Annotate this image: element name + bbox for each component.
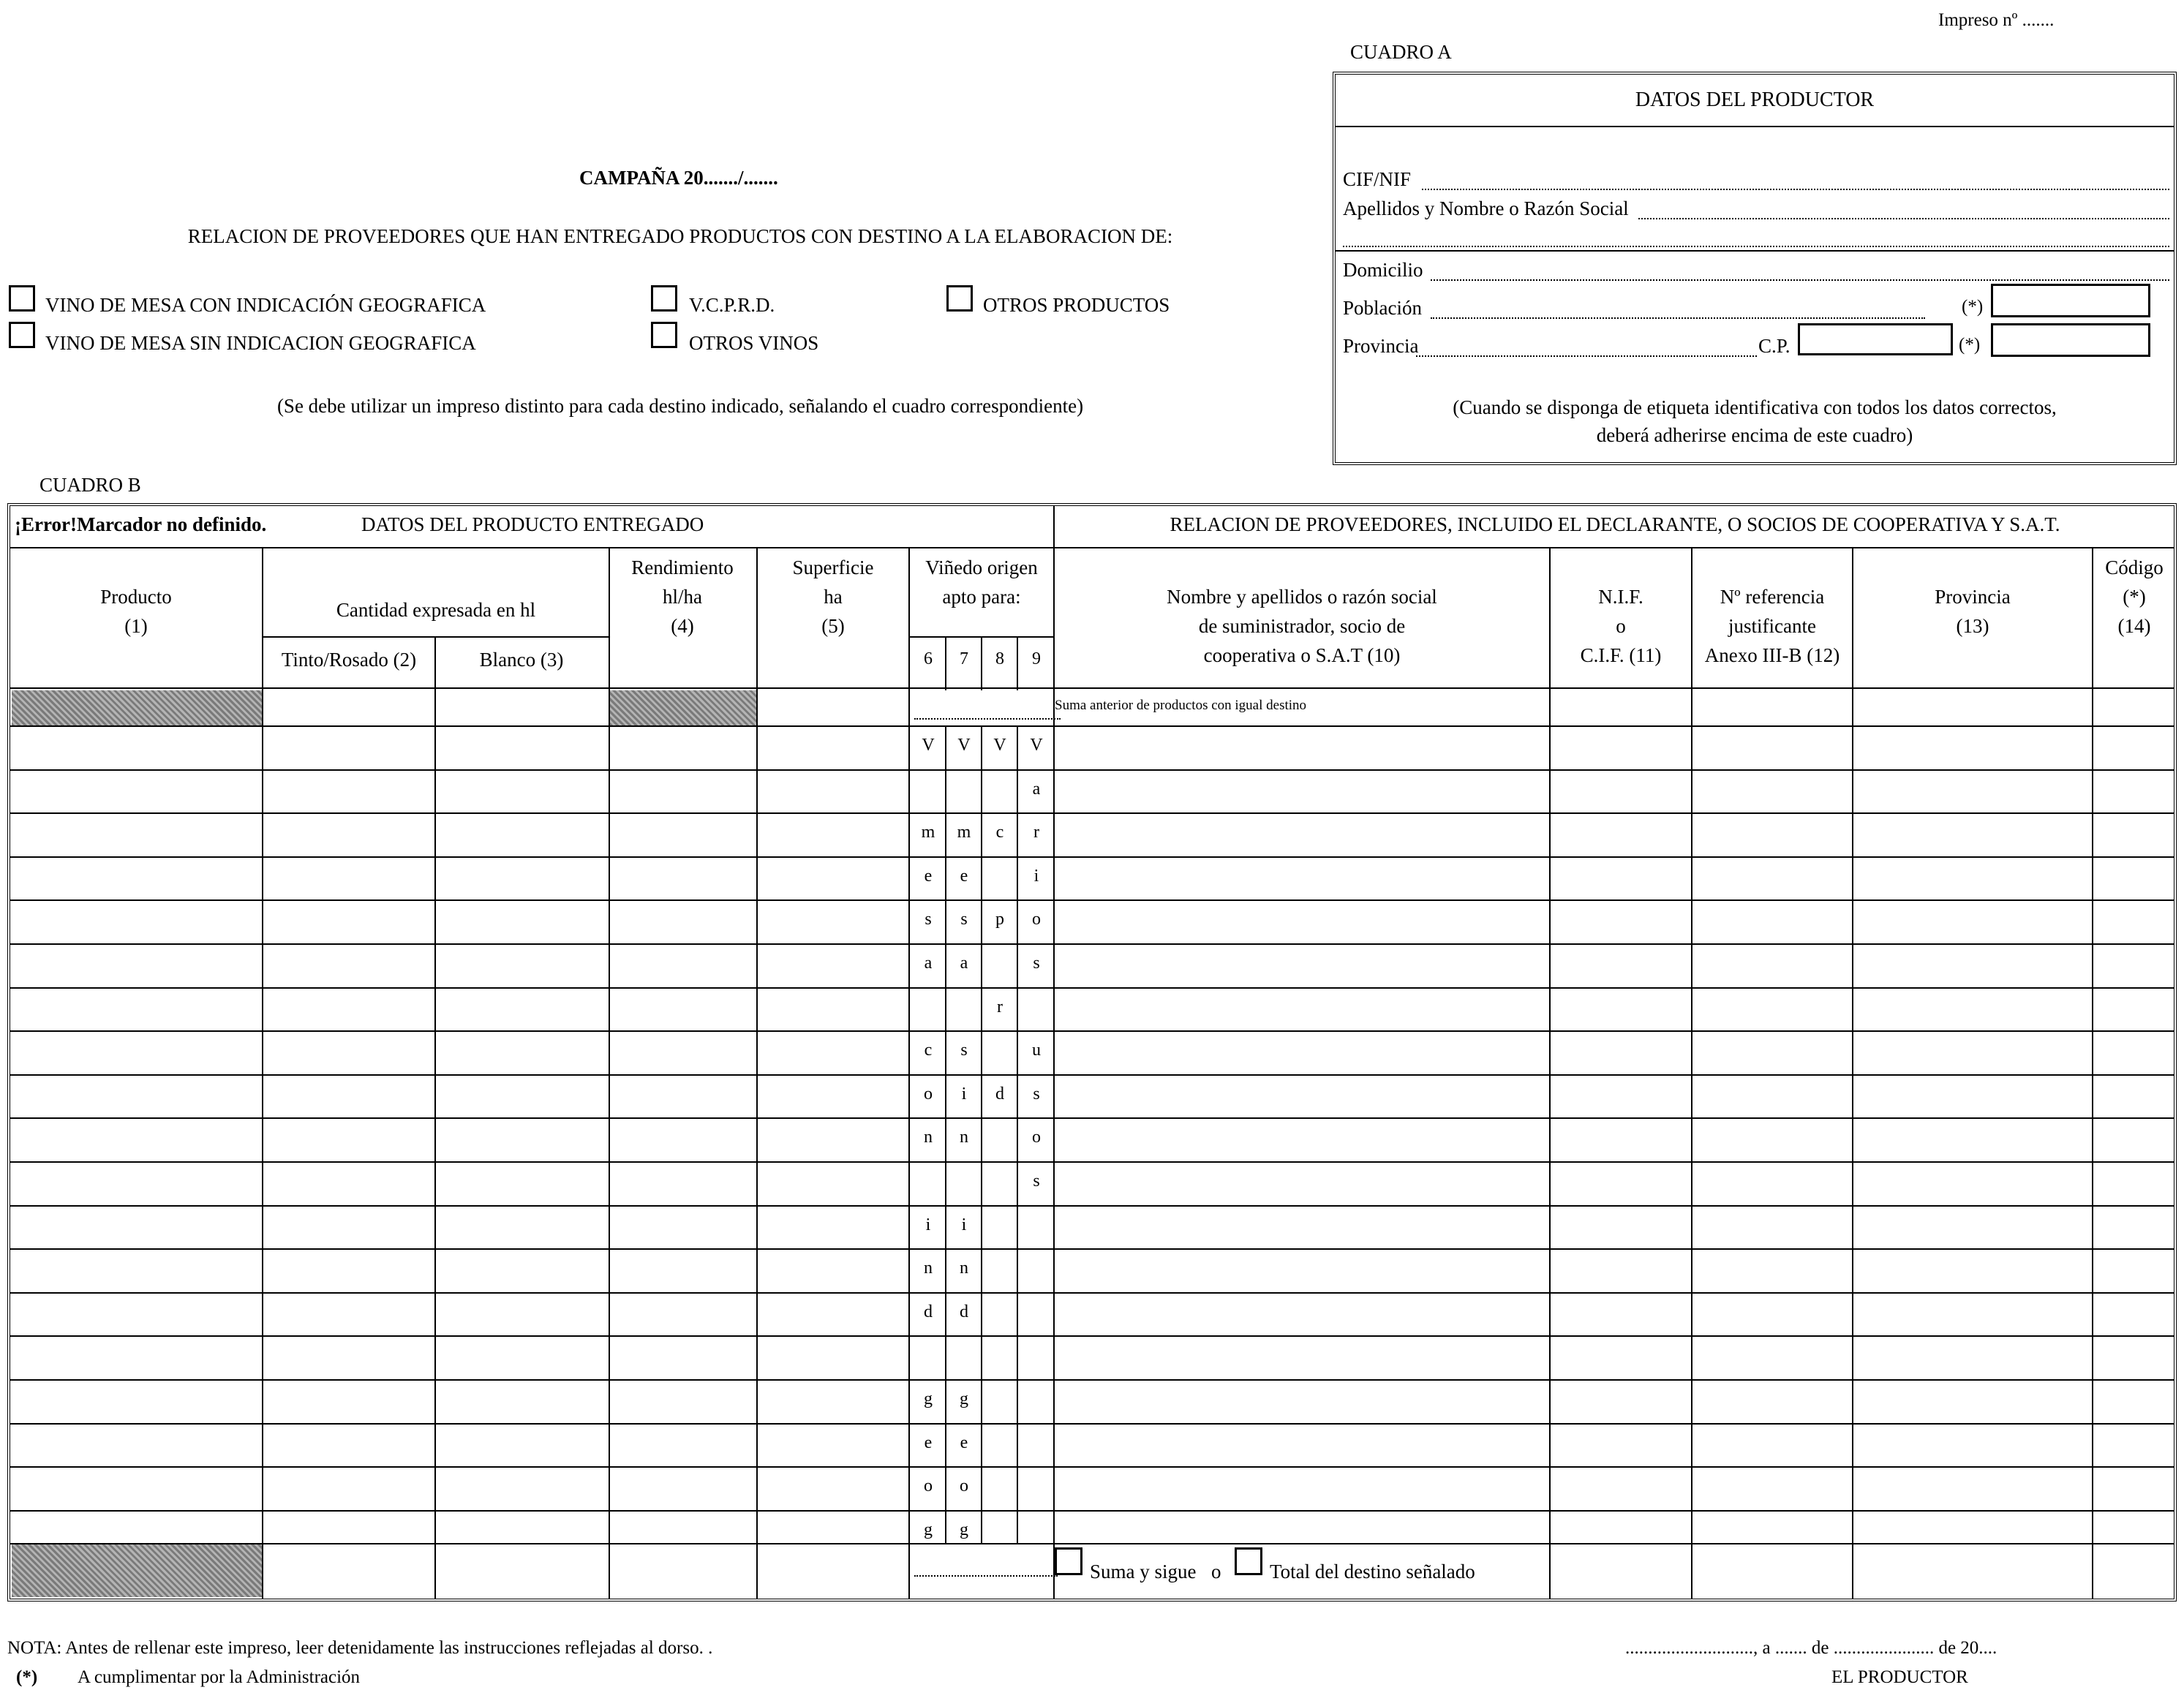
row-divider [10, 1205, 2174, 1207]
row-divider [10, 856, 2174, 858]
suma-sigue-label: Suma y sigue [1090, 1561, 1197, 1583]
vinedo-letter: o [1032, 910, 1041, 929]
vline-vinedo-sub-header [981, 636, 982, 690]
vinedo-letter: i [961, 1215, 967, 1234]
checkbox-vcprd[interactable] [651, 285, 677, 312]
relacion-proveedores-header: RELACION DE PROVEEDORES, INCLUIDO EL DECLARANTE, O SOCIOS DE COOPERATIVA Y S.A.T. [1170, 513, 2060, 535]
footer-date-line: ............................, a ....... de ...................... de 20.... [1625, 1638, 1997, 1658]
col-nombre-line3: cooperativa o S.A.T (10) [1203, 644, 1401, 666]
vinedo-letter: e [960, 1433, 968, 1452]
vinedo-col-8: 8 [995, 649, 1004, 668]
option-otros-productos: OTROS PRODUCTOS [983, 294, 1170, 316]
vinedo-letter: s [960, 1041, 968, 1060]
vinedo-letter: g [960, 1389, 968, 1408]
suma-anterior-divider [10, 725, 2174, 727]
cuadro-b-table [7, 503, 2177, 1602]
col-codigo-num: (14) [2117, 615, 2151, 637]
impreso-number: Impreso nº ....... [1938, 10, 2055, 30]
col-rendimiento-label: Rendimiento [631, 557, 734, 578]
vinedo-letter: c [924, 1041, 933, 1060]
footer-admin-note: A cumplimentar por la Administración [78, 1667, 361, 1687]
vinedo-letter: n [924, 1259, 933, 1278]
row-divider [10, 1030, 2174, 1032]
domicilio-field[interactable] [1431, 279, 2169, 281]
vinedo-letter: s [1033, 954, 1040, 973]
vinedo-letter: o [924, 1084, 933, 1104]
vline-col [1852, 547, 1853, 1599]
vinedo-letter: o [1032, 1128, 1041, 1147]
checkbox-otros-vinos[interactable] [651, 322, 677, 348]
vinedo-letter: s [925, 910, 932, 929]
col-provincia-label: Provincia [1935, 586, 2011, 608]
last-row-divider [10, 1543, 2174, 1544]
vinedo-letter: V [957, 736, 971, 755]
vinedo-letter: g [924, 1520, 933, 1539]
checkbox-total[interactable] [1235, 1547, 1262, 1575]
datos-producto-title: DATOS DEL PRODUCTO ENTREGADO [361, 513, 704, 535]
vinedo-col-7: 7 [960, 649, 968, 668]
col-blanco: Blanco (3) [479, 649, 564, 671]
suma-anterior-dots [914, 718, 1061, 720]
cp-box[interactable] [1798, 323, 1953, 355]
row-divider [10, 987, 2174, 989]
option-otros-vinos: OTROS VINOS [689, 332, 819, 354]
poblacion-label: Población [1343, 297, 1422, 319]
header-bottom-divider [10, 687, 2174, 689]
col-nombre [1055, 582, 1549, 670]
checkbox-sin-ig[interactable] [9, 322, 35, 348]
row-divider [10, 1379, 2174, 1381]
cuadro-a-title: DATOS DEL PRODUCTOR [1336, 75, 2174, 127]
row-divider [10, 1161, 2174, 1163]
vinedo-letter: V [993, 736, 1006, 755]
vline-col [2092, 547, 2093, 1599]
col-codigo-asterisk: (*) [2123, 586, 2146, 608]
col-nombre-line2: de suministrador, socio de [1198, 615, 1406, 637]
col-referencia-line2: justificante [1728, 615, 1816, 637]
col-provincia [1853, 582, 2092, 641]
cuadro-a-label: CUADRO A [1350, 41, 1452, 63]
vline-col [262, 547, 263, 1599]
col-vinedo-sub: apto para: [942, 586, 1021, 608]
row-divider [10, 1117, 2174, 1119]
col-rendimiento-unit: hl/ha [663, 586, 702, 608]
vinedo-letter: a [924, 954, 933, 973]
row-divider [10, 1335, 2174, 1337]
col-nif-line1: N.I.F. [1598, 586, 1643, 608]
cuadro-b-label: CUADRO B [39, 474, 141, 496]
vinedo-col-6: 6 [924, 649, 933, 668]
provincia-label: Provincia [1343, 335, 1419, 357]
col-referencia [1692, 582, 1852, 670]
vline-col [1691, 547, 1692, 1599]
nombre-label: Apellidos y Nombre o Razón Social [1343, 197, 1629, 219]
vinedo-letter: s [1033, 1172, 1040, 1191]
col-cantidad: Cantidad expresada en hl [336, 599, 536, 621]
col-referencia-line3: Anexo III-B (12) [1704, 644, 1840, 666]
vinedo-letter: V [922, 736, 935, 755]
vline-vinedo-sub [945, 725, 946, 1543]
col-nombre-line1: Nombre y apellidos o razón social [1167, 586, 1437, 608]
vinedo-letter: o [960, 1476, 968, 1495]
or-label: o [1211, 1561, 1221, 1583]
col-vinedo-label: Viñedo origen [925, 557, 1038, 578]
cif-label: CIF/NIF [1343, 168, 1412, 190]
vinedo-letter: V [1030, 736, 1043, 755]
col-producto-label: Producto [100, 586, 172, 608]
option-vcprd: V.C.P.R.D. [689, 294, 775, 316]
vinedo-letter: g [924, 1389, 933, 1408]
col-nif [1551, 582, 1691, 670]
vinedo-letter: g [960, 1520, 968, 1539]
vinedo-letter: d [960, 1302, 968, 1321]
vline-col [908, 547, 910, 1599]
suma-anterior-label: Suma anterior de productos con igual destino [1055, 698, 1307, 713]
vinedo-letter: s [1033, 1084, 1040, 1104]
col-rendimiento [609, 553, 756, 641]
vinedo-letter: m [921, 823, 935, 842]
vinedo-letter: e [924, 1433, 933, 1452]
col-nif-line3: C.I.F. (11) [1580, 644, 1662, 666]
footer-asterisk: (*) [16, 1667, 38, 1687]
vline-vinedo-sub [1017, 725, 1018, 1543]
col-vinedo [910, 553, 1053, 611]
checkbox-con-ig[interactable] [9, 285, 35, 312]
vinedo-letter: d [995, 1084, 1004, 1104]
vline-tinto-blanco [434, 636, 436, 1599]
cantidad-subheader-divider [263, 636, 610, 638]
vinedo-col-9: 9 [1032, 649, 1041, 668]
footer-nota: NOTA: Antes de rellenar este impreso, leer detenidamente las instrucciones reflejadas al dorso. . [7, 1638, 713, 1658]
vinedo-letter: o [924, 1476, 933, 1495]
vline-vinedo-sub-header [945, 636, 946, 690]
col-producto-num: (1) [124, 615, 148, 637]
campaign-title: CAMPAÑA 20......./....... [579, 167, 778, 189]
col-superficie-label: Superficie [792, 557, 874, 578]
col-codigo-label: Código [2105, 557, 2164, 578]
vinedo-letter: i [961, 1084, 967, 1104]
row-divider [10, 1248, 2174, 1250]
checkbox-suma-sigue[interactable] [1055, 1547, 1082, 1575]
error-marker: ¡Error!Marcador no definido. [15, 513, 267, 535]
shaded-cell-producto [12, 690, 262, 725]
col-superficie-unit: ha [824, 586, 843, 608]
label-note-line1: (Cuando se disponga de etiqueta identificativa con todos los datos correctos, [1453, 396, 2057, 418]
vinedo-letter: n [960, 1259, 968, 1278]
vinedo-letter: e [924, 867, 933, 886]
row-divider [10, 769, 2174, 771]
vinedo-letter: a [960, 954, 968, 973]
option-con-ig: VINO DE MESA CON INDICACIÓN GEOGRAFICA [45, 294, 486, 316]
option-sin-ig: VINO DE MESA SIN INDICACION GEOGRAFICA [45, 332, 476, 354]
vinedo-letter: d [924, 1302, 933, 1321]
vinedo-letter: n [960, 1128, 968, 1147]
vinedo-letter: m [957, 823, 971, 842]
nombre-field[interactable] [1638, 218, 2169, 219]
row-divider [10, 1292, 2174, 1294]
vinedo-letter: c [995, 823, 1004, 842]
col-nif-line2: o [1616, 615, 1626, 637]
nombre-field-continued[interactable] [1343, 246, 2169, 247]
row-divider [10, 943, 2174, 945]
row-divider [10, 812, 2174, 814]
col-tinto: Tinto/Rosado (2) [281, 649, 417, 671]
vinedo-letter: r [1033, 823, 1039, 842]
col-superficie [758, 553, 908, 641]
relacion-title: RELACION DE PROVEEDORES QUE HAN ENTREGADO PRODUCTOS CON DESTINO A LA ELABORACION DE: [187, 225, 1173, 247]
label-note-line2: deberá adherirse encima de este cuadro) [1596, 424, 1913, 446]
row-divider [10, 1423, 2174, 1425]
row-divider [10, 1510, 2174, 1512]
cuadro-a-divider [1336, 250, 2174, 252]
header-row-divider [10, 547, 2174, 548]
footer-productor: EL PRODUCTOR [1831, 1667, 1968, 1687]
impreso-instruction: (Se debe utilizar un impreso distinto para cada destino indicado, señalando el cuadro correspondiente) [276, 395, 1084, 417]
cp-label: C.P. [1758, 335, 1790, 357]
vline-col [1549, 547, 1551, 1599]
vinedo-letter: e [960, 867, 968, 886]
vline-main-split [1053, 506, 1055, 1599]
col-producto [10, 582, 262, 641]
checkbox-otros-productos[interactable] [946, 285, 973, 312]
vline-vinedo-sub-header [1017, 636, 1018, 690]
col-codigo [2093, 553, 2175, 641]
cif-field[interactable] [1422, 189, 2169, 190]
total-label: Total del destino señalado [1270, 1561, 1475, 1583]
vinedo-letter: u [1032, 1041, 1041, 1060]
provincia-field[interactable] [1416, 355, 1757, 357]
vinedo-subheader-divider [908, 636, 1053, 638]
shaded-cell-last [12, 1544, 262, 1597]
poblacion-field[interactable] [1431, 317, 1925, 319]
col-rendimiento-num: (4) [671, 615, 694, 637]
vinedo-letter: s [960, 910, 968, 929]
row-divider [10, 1074, 2174, 1076]
col-provincia-num: (13) [1956, 615, 1989, 637]
vline-col [756, 547, 758, 1599]
vinedo-letter: r [997, 997, 1003, 1016]
provincia-admin-box[interactable] [1991, 323, 2150, 357]
vinedo-letter: i [1033, 867, 1039, 886]
shaded-cell-rendimiento [610, 690, 756, 725]
domicilio-label: Domicilio [1343, 259, 1423, 281]
provincia-asterisk: (*) [1959, 335, 1981, 355]
col-referencia-line1: Nº referencia [1720, 586, 1825, 608]
col-superficie-num: (5) [821, 615, 845, 637]
row-divider [10, 1466, 2174, 1468]
vinedo-letter: n [924, 1128, 933, 1147]
suma-sigue-dots [914, 1575, 1058, 1577]
vinedo-letter: a [1032, 780, 1041, 799]
poblacion-asterisk: (*) [1962, 297, 1984, 317]
vinedo-letter: i [925, 1215, 931, 1234]
vline-vinedo-sub [981, 725, 982, 1543]
cuadro-a-producer-box [1333, 72, 2177, 465]
poblacion-admin-box[interactable] [1991, 284, 2150, 317]
vinedo-letter: p [995, 910, 1004, 929]
row-divider [10, 899, 2174, 901]
